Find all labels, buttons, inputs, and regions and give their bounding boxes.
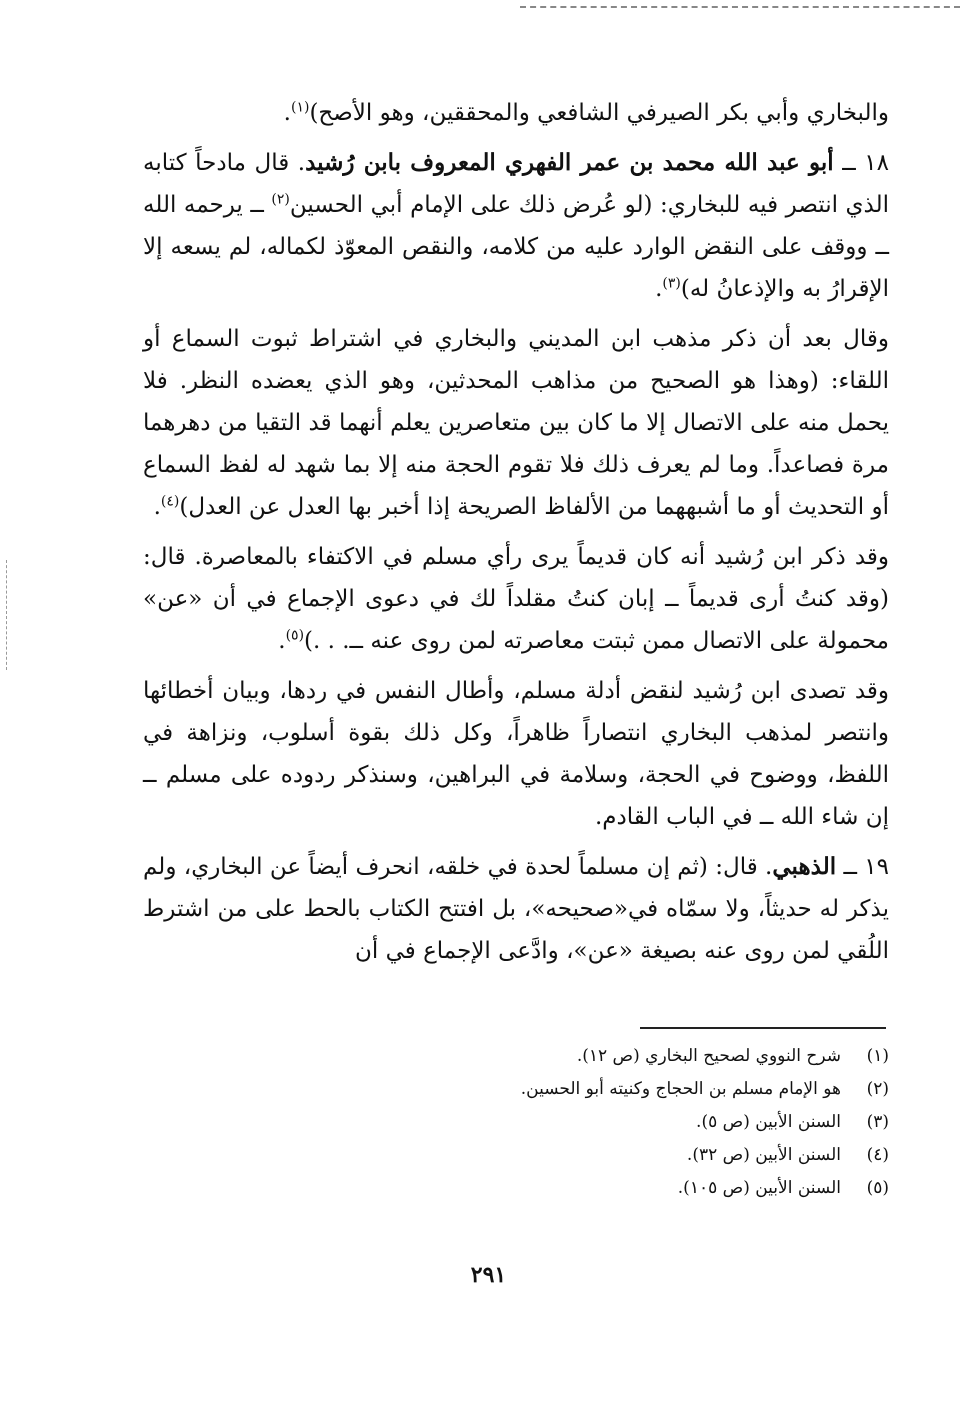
page-number: ٢٩١	[470, 1262, 507, 1288]
footnote-text: السنن الأبين (ص ١٠٥).	[677, 1178, 841, 1198]
paragraph-2: ١٨ ــ أبو عبد الله محمد بن عمر الفهري المعروف بابن رُشيد. قال مادحاً كتابه الذي انتصر فيه للبخاري: (لو عُرض ذلك على الإمام أبي الحسين$^{(٢)}$ ــ يرحمه الله ــ ووقف على النقض الوارد عليه من كلامه، والنقص المعوّذ لكماله، لم يسعه إلا الإقرارُ به والإذعانُ له)$^{(٣)}$.	[143, 149, 890, 302]
footnote-number: (٤)	[866, 1145, 889, 1165]
footnote-item	[143, 1139, 889, 1172]
footnote-separator	[640, 1027, 886, 1029]
footnote-text: شرح النووي لصحيح البخاري (ص ١٢).	[576, 1046, 841, 1066]
footnote-ref-4[interactable]: (٤)	[160, 493, 180, 510]
paragraph-1: والبخاري وأبي بكر الصيرفي الشافعي والمحققين، وهو الأصح)$^{(١)}$.	[283, 99, 889, 126]
footnote-ref-1[interactable]: (١)	[290, 99, 310, 116]
scholar-name-ibn-rushaid: أبو عبد الله محمد بن عمر الفهري المعروف بابن رُشيد	[305, 149, 834, 176]
footnote-text: السنن الأبين (ص ٣٢).	[686, 1145, 841, 1165]
footnote-number: (١)	[866, 1046, 889, 1066]
paragraph-6: ١٩ ــ الذهبي. قال: (ثم إن مسلماً لحدة في خلقه، انحرف أيضاً عن البخاري، ولم يذكر له حديثاً، ولا سمّاه في«صحيحه»، بل افتتح الكتاب بالحط على من اشترط اللُقي لمن روى عنه بصيغة «عن»، وادَّعى الإجماع في أن	[143, 853, 889, 964]
footnote-ref-3[interactable]: (٣)	[662, 275, 681, 292]
footnotes	[143, 1040, 889, 1205]
footnote-number: (٢)	[866, 1079, 889, 1099]
footnote-text: هو الإمام مسلم بن الحجاج وكنيته أبو الحسين.	[520, 1079, 841, 1099]
scan-edge-left	[6, 560, 7, 670]
scholar-name-dhahabi: الذهبي	[772, 853, 837, 880]
footnote-ref-5[interactable]: (٥)	[285, 627, 305, 644]
footnote-item	[143, 1073, 889, 1106]
paragraph-4: وقد ذكر ابن رُشيد أنه كان قديماً يرى رأي مسلم في الاكتفاء بالمعاصرة. قال: (وقد كنتُ أرى قديماً ــ إبان كنتُ مقلداً لك في دعوى الإجماع في أن «عن» محمولة على الاتصال ممن ثبتت معاصرته لمن روى عنه ــ. . .)$^{(٥)}$.	[143, 544, 889, 654]
footnote-item	[143, 1106, 889, 1139]
footnote-item	[143, 1172, 889, 1205]
paragraph-3: وقال بعد أن ذكر مذهب ابن المديني والبخاري في اشتراط ثبوت السماع أو اللقاء: (وهذا هو الصحيح من مذاهب المحدثين، وهو الذي يعضده النظر. فلا يحمل منه على الاتصال إلا ما كان بين متعاصرين يعلم أنهما قد التقيا من دهرهما مرة فصاعداً. وما لم يعرف ذلك فلا تقوم الحجة منه إلا بما شهد له لفظ السماع أو التحديث أو ما أشبههما من الألفاظ الصريحة إذا أخبر بها العدل عن العدل)$^{(٤)}$.	[143, 326, 889, 520]
footnote-ref-2[interactable]: (٢)	[271, 191, 290, 208]
footnote-text: السنن الأبين (ص ٥).	[696, 1112, 841, 1132]
main-text	[143, 92, 889, 980]
footnote-item	[143, 1040, 889, 1073]
paragraph-5: وقد تصدى ابن رُشيد لنقض أدلة مسلم، وأطال النفس في ردها، وبيان أخطائها وانتصر لمذهب البخاري انتصاراً ظاهراً، وكل ذلك بقوة أسلوب، ونزاهة في اللفظ، ووضوح في الحجة، وسلامة في البراهين، وسنذكر ردوده على مسلم ــ إن شاء الله ــ في الباب القادم.	[143, 678, 889, 830]
footnote-number: (٥)	[866, 1178, 889, 1198]
footnote-number: (٣)	[866, 1112, 889, 1132]
scan-edge-top	[520, 6, 960, 8]
